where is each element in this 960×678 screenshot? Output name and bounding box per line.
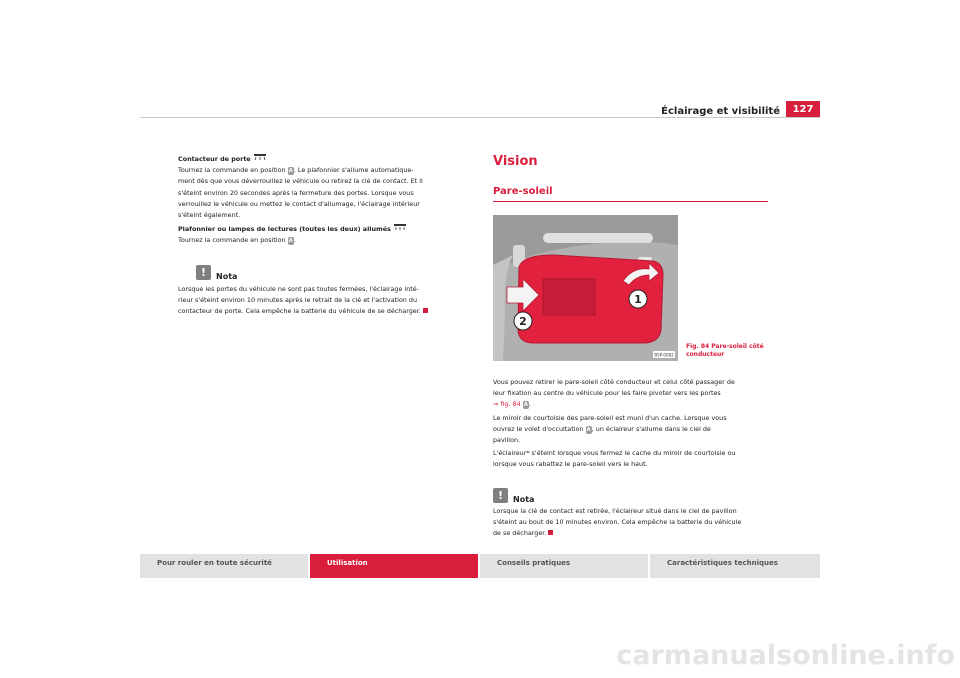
para1-line: s'éteint également. — [178, 211, 241, 220]
end-marker-icon — [548, 530, 553, 535]
nota-label: Nota — [216, 272, 238, 281]
header-rule — [140, 117, 820, 118]
para1-line: verrouillez le véhicule ou mettez le contact d'allumage, l'éclairage intérieur — [178, 199, 420, 208]
body-line: Le miroir de courtoisie des pare-soleil est muni d'un cache. Lorsque vous — [493, 413, 727, 422]
para1-line: s'éteint environ 20 secondes après la fermeture des portes. Lorsque vous — [178, 188, 414, 197]
callout-badge: A — [586, 426, 591, 433]
chapter-title: Éclairage et visibilité — [661, 106, 780, 117]
position-badge: A — [288, 238, 293, 245]
figure-label-2: 2 — [519, 315, 527, 328]
right-body — [493, 377, 773, 471]
footer-tab-safety[interactable]: Pour rouler en toute sécurité — [140, 554, 308, 578]
para1-cont: . Le plafonnier s'allume automatique- — [293, 166, 414, 175]
body-line: L'éclaireur* s'éteint lorsque vous fermez le cache du miroir de courtoisie ou — [493, 449, 736, 458]
para2-end: . — [293, 236, 296, 245]
body-line: lorsque vous rabattez le pare-soleil vers le haut. — [493, 460, 648, 469]
figure-reference-link[interactable]: ⇒ fig. 84 — [493, 400, 521, 409]
nota-label: Nota — [513, 495, 535, 504]
nota-icon: ! — [493, 488, 508, 503]
body-line: , un éclaireur s'allume dans le ciel de — [591, 424, 711, 433]
section-title: Vision — [493, 154, 538, 169]
right-nota-text — [493, 506, 778, 540]
para2-start: Tournez la commande en position — [178, 236, 286, 245]
nota-line: contacteur de porte. Cela empêche la batterie du véhicule de se décharger. — [178, 307, 421, 316]
watermark-text: carmanualsonline.info — [616, 640, 955, 670]
left-column — [178, 153, 468, 247]
sun-visor-figure — [493, 215, 678, 361]
body-line: Vous pouvez retirer le pare-soleil côté conducteur et celui côté passager de — [493, 378, 735, 386]
subsection-rule — [493, 201, 768, 202]
footer-tab-tips[interactable]: Conseils pratiques — [480, 554, 648, 578]
nota-icon: ! — [196, 265, 211, 280]
figure-code: B5P-0082 — [654, 352, 674, 358]
nota-line: Lorsque la clé de contact est retirée, l'éclaireur situé dans le ciel de pavillon — [493, 507, 737, 515]
callout-badge: A — [523, 402, 528, 409]
nota-line: Lorsque les portes du véhicule ne sont pas toutes fermées, l'éclairage inté- — [178, 285, 420, 293]
sentence-end: . — [528, 400, 531, 409]
para1-line: ment dès que vous déverrouillez le véhicule ou retirez la clé de contact. Et il — [178, 177, 423, 186]
body-line: leur fixation au centre du véhicule pour les faire pivoter vers les portes — [493, 389, 721, 398]
body-line: pavillon. — [493, 436, 521, 445]
left-nota-text — [178, 284, 473, 318]
para1-start: Tournez la commande en position — [178, 166, 286, 175]
heading-reading-lamps: Plafonnier ou lampes de lectures (toutes les deux) allumés — [178, 225, 391, 234]
position-badge: A — [288, 168, 293, 175]
end-marker-icon — [423, 308, 428, 313]
reading-lamp-icon — [393, 223, 407, 231]
body-line: ouvrez le volet d'occultation — [493, 424, 584, 433]
nota-line: rieur s'éteint environ 10 minutes après le retrait de la clé et l'activation du — [178, 296, 417, 305]
sun-visor-illustration — [493, 215, 678, 361]
door-contact-icon — [253, 153, 267, 161]
nota-line: s'éteint au bout de 10 minutes environ. Cela empêche la batterie du véhicule — [493, 518, 742, 527]
caption-line: Fig. 84 Pare-soleil côté — [686, 343, 764, 350]
page-number: 127 — [786, 101, 820, 118]
nota-line: de se décharger. — [493, 529, 547, 538]
caption-line: conducteur — [686, 351, 725, 358]
watermark — [0, 638, 960, 670]
subsection-title: Pare-soleil — [493, 186, 553, 197]
figure-caption — [686, 343, 764, 359]
figure-label-1: 1 — [634, 293, 642, 306]
footer-tab-use[interactable]: Utilisation — [310, 554, 478, 578]
heading-door-contact: Contacteur de porte — [178, 155, 251, 163]
footer-tab-specs[interactable]: Caractéristiques techniques — [650, 554, 820, 578]
